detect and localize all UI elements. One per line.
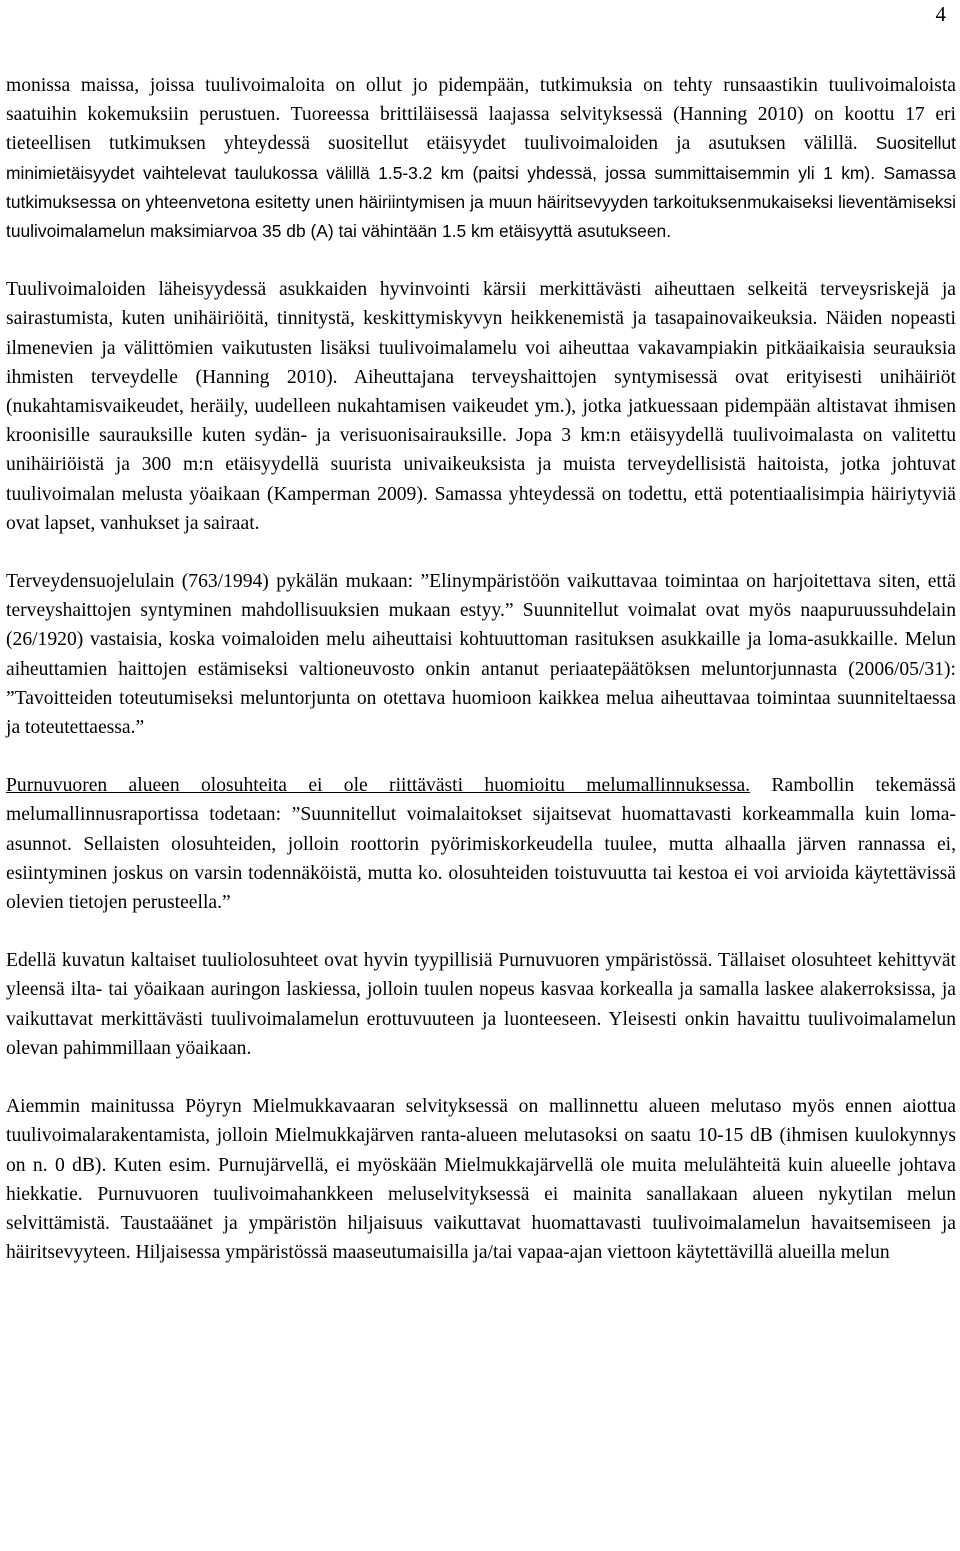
page-number: 4 [935, 2, 946, 26]
document-body [6, 71, 956, 1296]
paragraph-6: Aiemmin mainitussa Pöyryn Mielmukkavaaran selvityksessä on mallinnettu alueen melutaso myös ennen aiottua tuulivoimalarakentamista, jolloin Mielmukkajärven ranta-alueen melutasoksi on saatu 10-15 dB (ihmisen kuulokynnys on n. 0 dB). Kuten esim. Purnujärvellä, ei myöskään Mielmukkajärvellä ole muita melulähteitä kuin alueelle johtava hiekkatie. Purnuvuoren tuulivoimahankkeen meluselvityksessä ei mainita sanallakaan alueen nykytilan melun selvittämistä. Taustaäänet ja ympäristön hiljaisuus vaikuttavat huomattavasti tuulivoimalamelun havaitsemiseen ja häiritsevyyteen. Hiljaisessa ympäristössä maaseutumaisilla ja/tai vapaa-ajan viettoon käytettävillä alueilla melun [6, 1096, 956, 1264]
paragraph-1 [6, 71, 956, 246]
paragraph-3: Terveydensuojelulain (763/1994) pykälän mukaan: ”Elinympäristöön vaikuttavaa toimintaa on harjoitettava siten, että terveyshaittojen syntyminen mahdollisuuksien mukaan estyy.” Suunnitellut voimalat ovat myös naapuruussuhdelain (26/1920) vastaisia, koska voimaloiden melu aiheuttaisi kohtuuttoman rasituksen asukkaille ja loma-asukkaille. Melun aiheuttamien haittojen estämiseksi valtioneuvosto onkin antanut periaatepäätöksen meluntorjunnasta (2006/05/31): ”Tavoitteiden toteutumiseksi meluntorjunta on otettava huomioon kaikkea melua aiheuttavaa toimintaa suunniteltaessa ja toteutettaessa.” [6, 571, 956, 739]
paragraph-4-underlined-heading: Purnuvuoren alueen olosuhteita ei ole riittävästi huomioitu melumallinnuksessa. [6, 775, 751, 797]
paragraph-4-text: Rambollin tekemässä melumallinnusraportissa todetaan: ”Suunnitellut voimalaitokset sijaitsevat huomattavasti korkeammalla kuin loma-asunnot. Sellaisten olosuhteiden, jolloin roottorin pyörimiskorkeudella tuulee, mutta alhaalla järven rannassa ei, esiintyminen joskus on varsin todennäköistä, mutta ko. olosuhteiden toistuvuutta tai kestoa ei voi arvioida käytettävissä olevien tietojen perusteella.” [6, 775, 957, 914]
paragraph-1-sans-text: Suositellut minimietäisyydet vaihtelevat taulukossa välillä 1.5-3.2 km (paitsi yhdessä, jossa summittaisemmin yli 1 km). Samassa tutkimuksessa on yhteenvetona esitetty unen häiriintymisen ja muun häiritsevyyden tarkoituksenmukaiseksi lieventämiseksi tuulivoimalamelun maksimiarvoa 35 db (A) tai vähintään 1.5 km etäisyyttä asutukseen. [6, 133, 956, 242]
paragraph-4 [6, 771, 956, 917]
paragraph-5: Edellä kuvatun kaltaiset tuuliolosuhteet ovat hyvin tyypillisiä Purnuvuoren ympäristössä. Tällaiset olosuhteet kehittyvät yleensä ilta- tai yöaikaan auringon laskiessa, jolloin tuulen nopeus kasvaa korkealla ja samalla laskee alakerroksissa, ja vaikuttavat merkittävästi tuulivoimalamelun erottuvuuteen ja luonteeseen. Yleisesti onkin havaittu tuulivoimalamelun olevan pahimmillaan yöaikaan. [6, 950, 956, 1059]
paragraph-2: Tuulivoimaloiden läheisyydessä asukkaiden hyvinvointi kärsii merkittävästi aiheuttaen selkeitä terveysriskejä ja sairastumista, kuten unihäiriöitä, tinnitystä, keskittymiskyvyn heikkenemistä ja tasapainovaikeuksia. Näiden nopeasti ilmenevien ja välittömien vaikutusten lisäksi tuulivoimalamelu voi aiheuttaa vakavampiakin pitkäaikaisia seurauksia ihmisten terveydelle (Hanning 2010). Aiheuttajana terveyshaittojen syntymisessä ovat erityisesti unihäiriöt (nukahtamisvaikeudet, heräily, uudelleen nukahtamisen vaikeudet ym.), jotka jatkuessaan pidempään altistavat ihmisen kroonisille saurauksille kuten sydän- ja verisuonisairauksille. Jopa 3 km:n etäisyydellä tuulivoimalasta on valitettu unihäiriöistä ja 300 m:n etäisyydellä suurista univaikeuksista ja muista terveydellisistä haitoista, jotka johtuvat tuulivoimalan melusta yöaikaan (Kamperman 2009). Samassa yhteydessä on todettu, että potentiaalisimpia häiriytyviä ovat lapset, vanhukset ja sairaat. [6, 279, 956, 534]
paragraph-1-serif-text: monissa maissa, joissa tuulivoimaloita on ollut jo pidempään, tutkimuksia on tehty runsaastikin tuulivoimaloista saatuihin kokemuksiin perustuen. Tuoreessa brittiläisessä laajassa selvityksessä (Hanning 2010) on koottu 17 eri tieteellisen tutkimuksen yhteydessä suositellut etäisyydet tuulivoimaloiden ja asutuksen välillä. [6, 75, 956, 155]
